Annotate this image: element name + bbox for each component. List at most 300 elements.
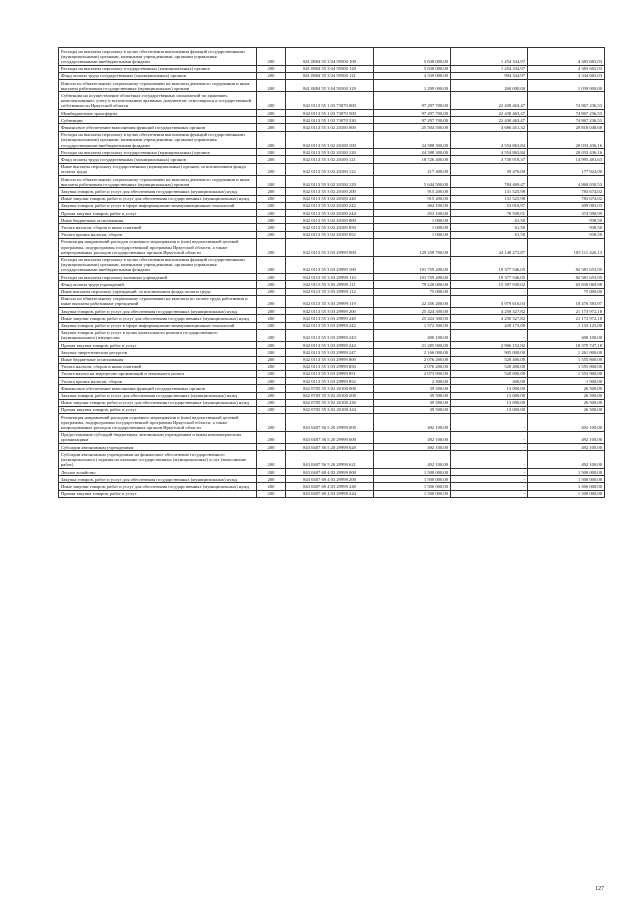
row-remaining: 82 381 653,95 — [528, 256, 605, 274]
row-line-code: 200 — [257, 149, 286, 156]
row-name: Закупка товаров, работ и услуг для обеспечения государственных (муниципальных) нужд — [59, 308, 257, 315]
row-executed: 61,50 — [451, 224, 528, 231]
row-budget-code: 842 0113 55 3 03 29999 111 — [286, 281, 374, 288]
row-budget-code: 842 0113 55 3 02 20100 852 — [286, 231, 374, 238]
table-row — [59, 156, 605, 163]
table-row — [59, 370, 605, 377]
row-remaining: 1 500 000,00 — [528, 483, 605, 490]
row-remaining: 4 383 665,03 — [528, 65, 605, 72]
row-remaining: 492 100,00 — [528, 444, 605, 451]
row-name: Иные выплаты персоналу учреждений, за исключением фонда оплаты труда — [59, 288, 257, 295]
row-budget-code: 842 0113 55 3 02 20100 122 — [286, 163, 374, 175]
row-name: Субвенция на осуществление областных государственных полномочий по хранению, комплектованию, учету и использованию архивных документов, относящихся к государственной собственности Иркутской области — [59, 92, 257, 110]
row-remaining: 1 555 800,00 — [528, 363, 605, 370]
table-row — [59, 431, 605, 443]
row-executed: - — [451, 288, 528, 295]
row-planned: 1 500 000,00 — [374, 483, 451, 490]
row-remaining: 105 111 426,13 — [528, 238, 605, 256]
row-name: Уплата налогов, сборов и иных платежей — [59, 224, 257, 231]
table-row — [59, 349, 605, 356]
row-budget-code: 842 0113 55 3 02 20100 000 — [286, 124, 374, 131]
row-line-code: 200 — [257, 256, 286, 274]
row-name: Реализация направлений расходов основного мероприятия и (или) ведомственной целевой программы, подпрограммы государственной программы Иркутской области, а также непрограммных расходов государственных органов Иркутской области — [59, 238, 257, 256]
row-executed: 1 254 334,97 — [451, 48, 528, 66]
table-row — [59, 363, 605, 370]
row-line-code: 200 — [257, 363, 286, 370]
row-executed: 4 250 327,82 — [451, 308, 528, 315]
table-row — [59, 124, 605, 131]
row-executed: 784 469,47 — [451, 176, 528, 188]
row-planned: 1 500 000,00 — [374, 476, 451, 483]
table-row — [59, 80, 605, 92]
row-name: Иные закупки товаров, работ и услуг для обеспечения государственных (муниципальных) нужд — [59, 399, 257, 406]
table-row — [59, 329, 605, 341]
row-budget-code: 841 0804 55 3 04 59500 100 — [286, 48, 374, 66]
row-line-code: 200 — [257, 131, 286, 149]
row-name: Субвенции — [59, 117, 257, 124]
row-line-code: 200 — [257, 224, 286, 231]
row-executed: 61,50 — [451, 217, 528, 224]
row-executed: - — [451, 414, 528, 432]
row-line-code: 200 — [257, 342, 286, 349]
row-name: Закупка товаров, работ и услуг для обеспечения государственных (муниципальных) нужд — [59, 188, 257, 195]
row-name: Субсидии автономным учреждениям на финансовое обеспечение государственного (муниципального) задания на оказание государственных (муниципальных) услуг (выполнение работ) — [59, 451, 257, 469]
row-line-code: 200 — [257, 356, 286, 363]
row-executed: 400,00 — [451, 378, 528, 385]
row-name: Финансовое обеспечение выполнения функций государственных органов — [59, 385, 257, 392]
row-line-code: 200 — [257, 315, 286, 322]
row-budget-code: 842 0113 55 3 03 29999 240 — [286, 315, 374, 322]
row-line-code: 200 — [257, 385, 286, 392]
row-executed: 22 430 463,47 — [451, 92, 528, 110]
table-row — [59, 476, 605, 483]
table-row — [59, 274, 605, 281]
row-budget-code: 843 0407 56 5 20 29999 620 — [286, 444, 374, 451]
row-remaining: 20 033 436,16 — [528, 131, 605, 149]
row-remaining: 492 100,00 — [528, 431, 605, 443]
row-budget-code: 842 0705 55 3 02 20100 200 — [286, 392, 374, 399]
row-executed: 22 430 463,47 — [451, 117, 528, 124]
row-executed: - — [451, 469, 528, 476]
row-planned: 5 638 000,00 — [374, 48, 451, 66]
row-budget-code: 841 0804 55 3 04 59500 129 — [286, 80, 374, 92]
table-row — [59, 378, 605, 385]
row-budget-code: 842 0113 55 3 02 20100 240 — [286, 195, 374, 202]
row-planned: 5 638 000,00 — [374, 65, 451, 72]
row-budget-code: 842 0113 55 3 02 20100 244 — [286, 210, 374, 217]
row-budget-code: 842 0113 55 3 02 20100 100 — [286, 131, 374, 149]
row-budget-code: 843 0407 69 4 03 29999 000 — [286, 469, 374, 476]
row-name: Закупка товаров, работ и услуг для обеспечения государственных (муниципальных) нужд — [59, 392, 257, 399]
row-line-code: 200 — [257, 322, 286, 329]
row-remaining: 74 867 236,53 — [528, 117, 605, 124]
row-executed: 520 400,00 — [451, 356, 528, 363]
row-name: Межбюджетные трансферты — [59, 110, 257, 117]
row-name: Расходы на выплаты персоналу государственных (муниципальных) органов — [59, 65, 257, 72]
row-remaining: 26 500,00 — [528, 399, 605, 406]
row-planned: 101 759 200,00 — [374, 256, 451, 274]
row-executed: - — [451, 490, 528, 497]
row-name: Закупка товаров, работ и услуг в целях капитального ремонта государственного (муниципального) имущества — [59, 329, 257, 341]
row-name: Субсидии автономным учреждениям — [59, 444, 257, 451]
table-row — [59, 288, 605, 295]
table-row — [59, 399, 605, 406]
row-name: Расходы на выплаты персоналу в целях обеспечения выполнения функций государственными (муниципальными) органами, казенными учреждениями, органами управления государственными внебюджетными фондами — [59, 131, 257, 149]
row-budget-code: 842 0113 55 3 03 29999 851 — [286, 370, 374, 377]
row-remaining: 783 674,02 — [528, 188, 605, 195]
table-row — [59, 308, 605, 315]
row-executed: 61,50 — [451, 231, 528, 238]
table-row — [59, 65, 605, 72]
row-planned: 101 759 200,00 — [374, 274, 451, 281]
row-executed: 39 476,00 — [451, 163, 528, 175]
row-planned: 22 456 200,00 — [374, 295, 451, 307]
row-planned: 1 000,00 — [374, 231, 451, 238]
row-budget-code: 842 0113 55 3 03 29999 852 — [286, 378, 374, 385]
row-remaining: 1 900,00 — [528, 378, 605, 385]
table-row — [59, 210, 605, 217]
row-planned: 25 504 500,00 — [374, 124, 451, 131]
table-row — [59, 322, 605, 329]
row-remaining: 26 500,00 — [528, 406, 605, 413]
row-remaining: 26 500,00 — [528, 392, 605, 399]
row-budget-code: 842 0113 55 3 03 29999 242 — [286, 322, 374, 329]
row-planned: 79 228 000,00 — [374, 281, 451, 288]
row-executed: 4 250 327,82 — [451, 315, 528, 322]
row-planned: 39 500,00 — [374, 406, 451, 413]
row-remaining: 14 995 481,63 — [528, 156, 605, 163]
row-line-code: 200 — [257, 281, 286, 288]
row-planned: 1 299 000,00 — [374, 80, 451, 92]
row-executed: 13 000,00 — [451, 399, 528, 406]
row-executed: - — [451, 476, 528, 483]
table-row — [59, 238, 605, 256]
page-number: 127 — [595, 886, 604, 892]
row-executed: 4 554 863,84 — [451, 131, 528, 149]
row-planned: 5 644 500,00 — [374, 176, 451, 188]
table-row — [59, 92, 605, 110]
row-name: Иные закупки товаров, работ и услуг для обеспечения государственных (муниципальных) нужд — [59, 483, 257, 490]
row-executed: 131 525,98 — [451, 188, 528, 195]
row-name: Уплата налога на имущество организаций и земельного налога — [59, 370, 257, 377]
row-name: Взносы по обязательному социальному страхованию на выплаты денежного содержания и иные выплаты работникам государственных (муниципальных) органов — [59, 80, 257, 92]
row-planned: 24 588 300,00 — [374, 149, 451, 156]
table-row — [59, 72, 605, 79]
row-executed: 905 000,00 — [451, 349, 528, 356]
row-name: Иные бюджетные ассигнования — [59, 356, 257, 363]
row-name: Предоставление субсидий бюджетным, автономным учреждениям и иным некоммерческим организациям — [59, 431, 257, 443]
table-row — [59, 231, 605, 238]
row-planned: 217 400,00 — [374, 163, 451, 175]
row-planned: 492 100,00 — [374, 431, 451, 443]
table-row — [59, 195, 605, 202]
row-planned: 453 100,00 — [374, 210, 451, 217]
row-remaining: 74 867 236,53 — [528, 92, 605, 110]
row-remaining: 938,50 — [528, 231, 605, 238]
row-budget-code: 842 0113 55 3 03 29999 112 — [286, 288, 374, 295]
row-planned: 1 572 300,00 — [374, 322, 451, 329]
row-planned: 97 297 700,00 — [374, 110, 451, 117]
row-remaining: 938,50 — [528, 217, 605, 224]
row-remaining: 492 100,00 — [528, 414, 605, 432]
row-planned: 4 339 000,00 — [374, 72, 451, 79]
row-executed: - — [451, 431, 528, 443]
row-line-code: 200 — [257, 406, 286, 413]
row-executed: 520 400,00 — [451, 363, 528, 370]
row-line-code: 200 — [257, 349, 286, 356]
row-name: Финансовое обеспечение выполнения функций государственных органов — [59, 124, 257, 131]
row-planned: 2 300,00 — [374, 378, 451, 385]
row-name: Уплата налогов, сборов и иных платежей — [59, 363, 257, 370]
row-budget-code: 843 0407 69 4 03 29999 200 — [286, 476, 374, 483]
row-executed: 2 906 152,82 — [451, 342, 528, 349]
row-remaining: 21 173 972,18 — [528, 315, 605, 322]
row-budget-code: 842 0113 55 3 03 29999 119 — [286, 295, 374, 307]
row-executed: 131 525,98 — [451, 195, 528, 202]
row-planned: 21 285 900,00 — [374, 342, 451, 349]
table-row — [59, 163, 605, 175]
row-planned: 25 424 300,00 — [374, 308, 451, 315]
row-executed: 994 334,97 — [451, 72, 528, 79]
row-name: Иные закупки товаров, работ и услуг для обеспечения государственных (муниципальных) нужд — [59, 315, 257, 322]
row-executed: 3 730 918,37 — [451, 156, 528, 163]
row-remaining: 20 033 436,16 — [528, 149, 605, 156]
row-executed: 19 377 546,05 — [451, 256, 528, 274]
row-executed: 24 148 273,87 — [451, 238, 528, 256]
table-row — [59, 444, 605, 451]
row-remaining: 26 500,00 — [528, 385, 605, 392]
row-budget-code: 842 0113 55 3 02 20100 121 — [286, 156, 374, 163]
row-line-code: 200 — [257, 110, 286, 117]
row-line-code: 200 — [257, 231, 286, 238]
row-line-code: 200 — [257, 217, 286, 224]
row-planned: 492 100,00 — [374, 444, 451, 451]
row-line-code: 200 — [257, 295, 286, 307]
row-executed: 22 430 463,47 — [451, 110, 528, 117]
row-remaining: 20 818 048,68 — [528, 124, 605, 131]
row-name: Взносы по обязательному социальному страхованию на выплаты денежного содержания и иные выплаты работникам государственных (муниципальных) органов — [59, 176, 257, 188]
row-planned: 1 000,00 — [374, 217, 451, 224]
row-line-code: 200 — [257, 469, 286, 476]
row-line-code: 200 — [257, 490, 286, 497]
row-planned: 1 500 000,00 — [374, 469, 451, 476]
table-row — [59, 131, 605, 149]
row-remaining: 409 083,03 — [528, 202, 605, 209]
row-remaining: 783 674,02 — [528, 195, 605, 202]
row-name: Фонд оплаты труда государственных (муниципальных) органов — [59, 72, 257, 79]
row-remaining: 18 379 747,18 — [528, 342, 605, 349]
row-line-code: 200 — [257, 92, 286, 110]
row-remaining: 1 500 000,00 — [528, 490, 605, 497]
row-budget-code: 842 0113 55 3 03 29999 247 — [286, 349, 374, 356]
row-name: Расходы на выплаты персоналу государственных (муниципальных) органов — [59, 149, 257, 156]
row-budget-code: 842 0113 55 3 03 29999 850 — [286, 363, 374, 370]
row-remaining: 1 261 000,00 — [528, 349, 605, 356]
row-executed: 3 979 616,03 — [451, 295, 528, 307]
table-row — [59, 202, 605, 209]
row-line-code: 200 — [257, 378, 286, 385]
row-line-code: 200 — [257, 444, 286, 451]
row-remaining: 400 100,00 — [528, 329, 605, 341]
row-line-code: 200 — [257, 274, 286, 281]
row-budget-code: 842 0113 55 1 03 73070 500 — [286, 110, 374, 117]
row-name: Иные закупки товаров, работ и услуг для обеспечения государственных (муниципальных) нужд — [59, 195, 257, 202]
table-row — [59, 385, 605, 392]
row-line-code: 200 — [257, 238, 286, 256]
table-row — [59, 188, 605, 195]
table-row — [59, 149, 605, 156]
row-line-code: 200 — [257, 202, 286, 209]
row-line-code: 200 — [257, 431, 286, 443]
row-executed: 53 016,97 — [451, 202, 528, 209]
row-line-code: 200 — [257, 117, 286, 124]
row-name: Лесное хозяйство — [59, 469, 257, 476]
row-executed: 1 254 334,97 — [451, 65, 528, 72]
row-remaining: 374 590,99 — [528, 210, 605, 217]
row-planned: 1 000,00 — [374, 224, 451, 231]
row-name: Прочая закупка товаров, работ и услуг — [59, 490, 257, 497]
row-budget-code: 842 0113 55 3 03 29999 100 — [286, 256, 374, 274]
row-budget-code: 842 0113 55 3 02 20100 850 — [286, 224, 374, 231]
row-line-code: 200 — [257, 188, 286, 195]
row-planned: 915 200,00 — [374, 188, 451, 195]
row-executed: 19 377 546,05 — [451, 274, 528, 281]
row-remaining: 63 830 069,98 — [528, 281, 605, 288]
table-row — [59, 392, 605, 399]
row-remaining: 82 381 653,95 — [528, 274, 605, 281]
row-line-code: 200 — [257, 329, 286, 341]
row-name: Закупка энергетических ресурсов — [59, 349, 257, 356]
table-row — [59, 176, 605, 188]
row-budget-code: 842 0113 55 1 03 73070 000 — [286, 92, 374, 110]
table-row — [59, 414, 605, 432]
row-planned: 25 424 300,00 — [374, 315, 451, 322]
row-line-code: 200 — [257, 124, 286, 131]
row-executed: 4 554 863,84 — [451, 149, 528, 156]
row-budget-code: 842 0113 55 3 02 20100 800 — [286, 217, 374, 224]
row-planned: 75 000,00 — [374, 288, 451, 295]
row-planned: 915 200,00 — [374, 195, 451, 202]
row-budget-code: 842 0113 55 3 03 29999 200 — [286, 308, 374, 315]
row-planned: 462 100,00 — [374, 202, 451, 209]
row-remaining: 1 133 125,00 — [528, 322, 605, 329]
row-executed: 78 509,01 — [451, 210, 528, 217]
row-budget-code: 841 0804 55 3 04 59500 121 — [286, 72, 374, 79]
row-remaining: 1 039 000,00 — [528, 80, 605, 92]
table-row — [59, 490, 605, 497]
row-planned: 97 297 700,00 — [374, 92, 451, 110]
row-remaining: 1 500 000,00 — [528, 476, 605, 483]
table-row — [59, 406, 605, 413]
table-row — [59, 48, 605, 66]
row-planned: 492 100,00 — [374, 451, 451, 469]
row-planned: 2 076 200,00 — [374, 356, 451, 363]
row-budget-code: 843 0407 69 4 03 29999 240 — [286, 483, 374, 490]
table-row — [59, 224, 605, 231]
row-name: Фонд оплаты труда государственных (муниципальных) органов — [59, 156, 257, 163]
row-budget-code: 843 0407 56 5 20 29999 000 — [286, 414, 374, 432]
row-line-code: 200 — [257, 65, 286, 72]
row-line-code: 200 — [257, 451, 286, 469]
row-line-code: 200 — [257, 210, 286, 217]
row-executed: - — [451, 444, 528, 451]
row-budget-code: 842 0113 55 3 03 29999 110 — [286, 274, 374, 281]
row-remaining: 4 383 665,03 — [528, 48, 605, 66]
table-row — [59, 110, 605, 117]
row-remaining: 1 553 900,00 — [528, 370, 605, 377]
row-budget-code: 842 0705 55 3 02 20100 244 — [286, 406, 374, 413]
row-executed: 439 175,00 — [451, 322, 528, 329]
row-executed: - — [451, 451, 528, 469]
row-line-code: 200 — [257, 308, 286, 315]
row-budget-code: 843 0407 69 4 03 29999 244 — [286, 490, 374, 497]
row-remaining: 492 100,00 — [528, 451, 605, 469]
row-name: Закупка товаров, работ и услуг в сфере информационно-коммуникационных технологий — [59, 322, 257, 329]
row-name: Иные выплаты персоналу государственных (муниципальных) органов, за исключением фонда оплаты труда — [59, 163, 257, 175]
row-budget-code: 842 0113 55 3 03 29999 800 — [286, 356, 374, 363]
table-row — [59, 483, 605, 490]
row-budget-code: 842 0113 55 3 03 29999 244 — [286, 342, 374, 349]
table-row — [59, 342, 605, 349]
row-name: Реализация направлений расходов основного мероприятия и (или) ведомственной целевой программы, подпрограммы государственной программы Иркутской области, а также непрограммных расходов государственных органов Иркутской области — [59, 414, 257, 432]
row-line-code: 200 — [257, 48, 286, 66]
row-budget-code: 842 0113 55 3 02 20100 129 — [286, 176, 374, 188]
row-line-code: 200 — [257, 72, 286, 79]
row-executed: - — [451, 483, 528, 490]
row-executed: 520 000,00 — [451, 370, 528, 377]
row-budget-code: 842 0705 55 3 02 20100 240 — [286, 399, 374, 406]
row-budget-code: 842 0113 55 3 02 20100 200 — [286, 188, 374, 195]
row-line-code: 200 — [257, 483, 286, 490]
row-budget-code: 842 0113 55 3 02 20100 120 — [286, 149, 374, 156]
row-name: Уплата прочих налогов, сборов — [59, 378, 257, 385]
row-name: Расходы на выплаты персоналу в целях обеспечения выполнения функций государственными (муниципальными) органами, казенными учреждениями, органами управления государственными внебюджетными фондами — [59, 256, 257, 274]
row-planned: 18 726 400,00 — [374, 156, 451, 163]
table-row — [59, 295, 605, 307]
row-name: Иные бюджетные ассигнования — [59, 217, 257, 224]
row-remaining: 18 476 583,97 — [528, 295, 605, 307]
row-line-code: 200 — [257, 288, 286, 295]
row-name: Закупка товаров, работ и услуг для обеспечения государственных (муниципальных) нужд — [59, 476, 257, 483]
row-executed: 13 000,00 — [451, 392, 528, 399]
row-line-code: 200 — [257, 163, 286, 175]
row-executed: 13 000,00 — [451, 385, 528, 392]
table-row — [59, 315, 605, 322]
row-planned: 97 297 700,00 — [374, 117, 451, 124]
row-remaining: 938,50 — [528, 224, 605, 231]
row-remaining: 75 000,00 — [528, 288, 605, 295]
row-budget-code: 842 0113 55 3 03 29999 243 — [286, 329, 374, 341]
row-executed: 260 000,00 — [451, 80, 528, 92]
row-budget-code: 843 0407 56 5 20 29999 600 — [286, 431, 374, 443]
row-name: Прочая закупка товаров, работ и услуг — [59, 342, 257, 349]
row-budget-code: 841 0804 55 3 04 59500 120 — [286, 65, 374, 72]
row-line-code: 200 — [257, 476, 286, 483]
row-planned: 24 588 300,00 — [374, 131, 451, 149]
row-executed: 4 686 451,32 — [451, 124, 528, 131]
row-line-code: 200 — [257, 399, 286, 406]
row-line-code: 200 — [257, 414, 286, 432]
row-planned: 39 500,00 — [374, 399, 451, 406]
row-planned: 2 076 200,00 — [374, 363, 451, 370]
row-executed: 15 397 930,02 — [451, 281, 528, 288]
row-planned: 2 166 000,00 — [374, 349, 451, 356]
row-line-code: 200 — [257, 176, 286, 188]
row-remaining: 177 924,00 — [528, 163, 605, 175]
row-executed: - — [451, 329, 528, 341]
row-line-code: 200 — [257, 156, 286, 163]
row-line-code: 200 — [257, 80, 286, 92]
